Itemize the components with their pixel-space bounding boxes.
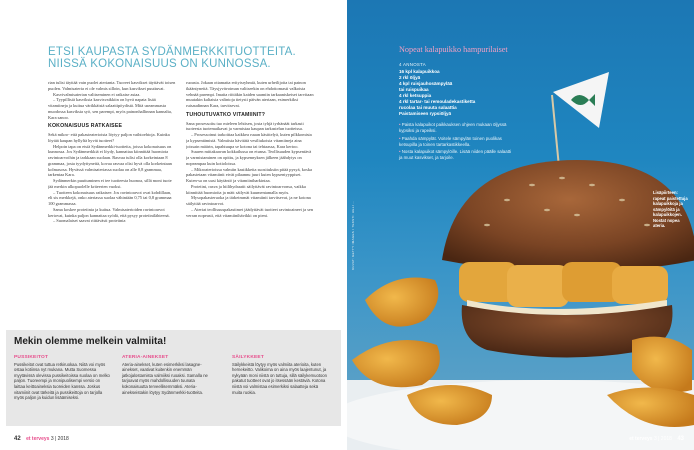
paragraph: ruoasta. Jokaan ottamatta erityisryhmiä, kuten urheilijoita tai painon ikääntyneitä. Täysjyvävoiman valitseekin on ehdottomasti valkoista vehnää parempi. Imaita riittäkin kaiden saamiin tarkaaniskeiset tarvitaan muutakin kaltaisia valintoja tietysti päivän ateriaan, esimerkiksi ruisaudinnan Kara, tarvitsevat. [186, 80, 314, 108]
paragraph: – Tuotteen kokonaisuus ratkaisee. Jos ravintoarvot ovat kohdillaan, eli sis merkkejä, onko ateriassa suolaa vähintään 0,75 tai 0,8 grammaa 100 grammassa. [48, 189, 172, 206]
ingredient: 4 kpl ruisjauhosämpylää [399, 81, 453, 87]
paragraph: – Mikroaterioissa valmiin kastikkeita suosituksiin pitää pysyä, koska pakastetaan vitamiinit eivät pilaannu juuri kuten kypsentyyppiset. Kuten-sa on uusi käytäntö ja vitamiiniharkintaa. [186, 166, 312, 183]
paragraph: Sana prosessoitu tuo mieleen lehtisen, josta tyhjä tyrhänäät tarkasti tuoteesta tuotemaikavat ja varmistaa kaupan tarkastelun tuotteissa. [186, 120, 304, 132]
ingredient: 16 kpl kalapuikkoa [399, 69, 440, 75]
ingredient: rucolaa tai muuta salaattia [399, 105, 457, 111]
sidebar-box-text: Säilykkeistä löytyy myös valmiita aterioita, kuten hernekeitto. Valikoima on aina myös laajentunut, ja nykyään moni niistä on tuttuja, sillä säilykemuotoon pakatut tuotteet ovat jo itsessään kestäviä. Kotona niistä voi valmistaa esimerkiksi salaatteja sekä muita ruokia. [232, 361, 327, 395]
page-folio-left [14, 436, 69, 442]
sidebar-box-column [232, 355, 328, 395]
bullet-icon: • [399, 122, 402, 128]
bullet-icon: • [399, 149, 402, 155]
paragraph: Proteiini, rasva ja hiilihydraatit säilyttävät ravintoarvonsa, vaikka kiinnittää huomioita ja mätt säilyvät kuumentamalla myös. [186, 183, 306, 195]
photo-caption: Lisäpiirteen: rapeat paistettuja kalapuikkoja ja sämpylöitä ja kalapuikkojen. Nostat nopea ateria. [653, 190, 688, 228]
ingredient: tai ruispuikaa [399, 87, 429, 93]
sidebar-box [6, 330, 341, 426]
recipe-step [399, 136, 515, 147]
ingredient: 4 rkl ketsuppia [399, 93, 432, 99]
right-page-photo [347, 0, 694, 450]
section-heading: KOKONAISUUS RATKAISEE [48, 123, 123, 130]
magazine-name: et terveys [629, 436, 653, 442]
issue-number: 3 | 2018 [50, 436, 69, 442]
sidebar-box-heading: SÄILYKKEET [232, 355, 264, 360]
sidebar-box-column [122, 355, 218, 395]
paragraph: – Tyypillisiä kasviksia kasvisvaikkiin on hyvä napata lisää vitamiineja ja kuitua värikkäistä salaattipöydistä. Mitä useammasta muodossa kasviksia syö, sen parempi, myös painonhallinnan kannalta, Kara sanoo. [48, 97, 172, 120]
recipe-title: Nopeat kalapuikko hampurilaiset [399, 45, 508, 54]
page-number: 43 [677, 436, 684, 442]
sidebar-box-heading: ATERIA-AINEKSET [122, 355, 169, 360]
paragraph: Helpoin tapa on etsiä Sydänmerkki-tuotteita, joissa kokonaisuus on kunnossa. Jos Sydänmerkkiä ei löydy, kannattaa kiinnittää huomiota ravintoarvoihin ja tarkkaan suolaan. Rasvaa tulisi olla korkeintaan 8 grammaa, josta tyydyttyneitä, kovaa rasvaa olisi hyvä olla korkeintaan kolmasosa. Hyvässä valmisateriassa suolaa on alle 0,8 grammaa, tarkentaa Kara. [48, 143, 172, 178]
fish-sticks [459, 262, 668, 307]
sidebar-box-text: Ateria-ainekset, kuten esimerkiksi lasagne-ainekset, vaativat kuitenkin enemmän jatkojalostamista valmiiksi ruoaksi. Samalla ne tarjoavat myös mahdollisuuden tuunata kokonaisuutta terveellisemmäksi. Ateria-ainekseistakin löytyy Sydänmerkki-tuotteita. [122, 361, 208, 395]
ingredient: Paistamiseen rypsiöljyä [399, 111, 452, 117]
paragraph: – Ateriat teollisuuspakastimet jäädyttävät tuotteet ravintoaineet ja sen verran nopeasti, että vitamiinihävikki on pieni. [186, 206, 314, 218]
paragraph: Sydänmerkin puuttuminen ei tee tuotteesta huonoa, sillä moni tuote jää merkin ulkopuolelle kriteerien vuoksi. [48, 178, 172, 189]
sidebar-box-column [14, 355, 110, 401]
recipe-servings: 4 ANNOSTA [399, 62, 427, 68]
article-column-2 [186, 80, 314, 325]
recipe-step-text: Paista kalapuikot paikkauksen ohjeen mukaan öljyssä kypsiksi ja rapeiksi. [399, 122, 507, 134]
paragraph: Sama koskee proteiinia ja kuitua. Valmisaterioiden ravintoarvot kertovat, kuinka paljon kannattaa syödä, että pysyy proteiinilähteenä. [48, 206, 170, 218]
magazine-name: et terveys [26, 436, 50, 442]
page-folio-right [629, 436, 684, 442]
recipe-steps [399, 122, 515, 160]
sidebar-box-text: Pussikeitot ovat tuttua retkiruokaa. Niitä voi myös ostaa kotiinsa nyt mukana. Mutta Suomessa myytävissä olevissa pussikeitoissa suolaa on melko paljon. Tuoreempi ja monipuolisempi versio on laittaa keittoaineksia tuoreiden kanssa. Joskus vitamiinit ovat tärkeitä ja pussikeittoja on tarjolla myös paljon ja kuidun lisäämiseksi. [14, 361, 110, 401]
sidebar-box-heading: PUSSIKEITOT [14, 355, 49, 360]
paragraph: – Prosessoinut tarkoittaa kaikkea ruuan käsittelyä, kuten pilkkomista ja kypsentämistä. Valmiista hävitätä vesiliukoisia vitamiineja aina joissain määrin, tapahtuupa se kotona tai tehtaassa, Kara kertoo. [186, 132, 312, 149]
recipe-step [399, 149, 515, 160]
paragraph: Kasvivalmisaterian valitseminen ei ratkaise asiaa. [53, 91, 141, 97]
paragraph: Mysopakasteruoka ja tärkeimmät vitamiinit tarvitsevat, ja ne kotona säilyttää ravintoarvot. [186, 195, 311, 206]
recipe-step-text: Nosta kalapuikot sämpylöille. Lisää niiden päälle salaatti ja muut kasvikset, ja tarjoile. [399, 149, 512, 160]
paragraph: Sekä mikro- että pakasteaterioista löytyy paljon vaihtoehtoja. Kuinka löytää kaupan hyllyltä hyvät tuotteet? [48, 132, 170, 143]
sidebar-box-title: Mekin olemme melkein valmiita! [14, 336, 167, 347]
section-heading: TUHOUTUVATKO VITAMIINIT? [186, 111, 266, 118]
recipe-box [399, 46, 515, 163]
bullet-icon: • [399, 135, 402, 141]
recipe-step [399, 122, 515, 133]
article-column-1 [48, 80, 176, 310]
recipe-step-text: Paahda sämpylät. Voitele sämpylän toinen puolikas ketsupilla ja toinen tartarkastikkeella. [399, 135, 502, 147]
article-headline: ETSI KAUPASTA SYDÄNMERKKITUOTTEITA. NIISSÄ KOKONAISUUS ON KUNNOSSA. [48, 46, 296, 70]
paragraph: Suuren mittakaavan kokkailussa on etunsa. Teollisuuden kypsentävä ja varmistaminen on opittu, ja kypsennyksen jälkeen jäähdytys on nopeampaa kuin kotioloissa. [186, 149, 312, 166]
photo-credit: KUVAT: GETTY IMAGES / TEKSTI: HELI ... [351, 200, 355, 270]
issue-number: 3 | 2018 [653, 436, 672, 442]
page-number: 42 [14, 436, 21, 442]
paragraph: – Suomalaiset saavat riittävästi proteiinia [53, 218, 126, 224]
paragraph: rian tulisi täyttää vain puolet aterianta. Tuoreet kasvikset täyttävät toisen puolen. Valmisateria ei ole valmis silloin, kun kasvikset puuttuvat. [48, 80, 176, 91]
ingredient-list [399, 69, 515, 117]
ingredient: 4 rkl tartar- tai remouladekastiketta [399, 99, 476, 105]
ingredient: 2 rkl öljyä [399, 75, 421, 81]
